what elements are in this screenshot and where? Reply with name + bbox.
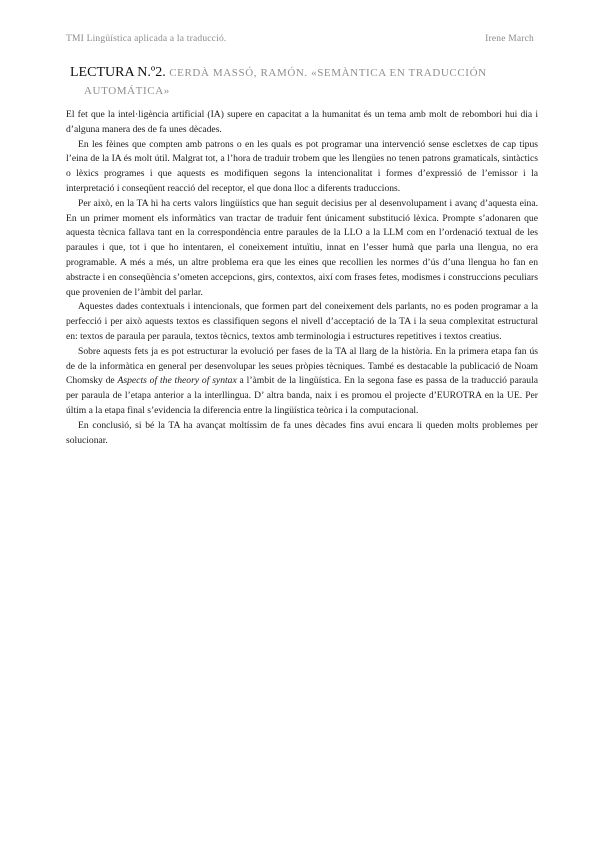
paragraph-5 [66, 345, 538, 419]
paragraph-1: El fet que la intel·ligència artificial (IA) supere en capacitat a la humanitat és un tema amb molt de rebombori hui dia i d’alguna manera des de fa unes dècades. [66, 109, 538, 135]
paragraph-2: En les fèines que compten amb patrons o en les quals es pot programar una intervenció sense escletxes de cap tipus l’eina de la IA és molt útil. Malgrat tot, a l’hora de traduir trobem que les llengües no tenen patrons gramaticals, sintàctics o lèxics programes i que aquests es modifiquen segons la intencionalitat i formes d’expressió de l’emissor i la interpretació i conseqüent reacció del receptor, el que dona lloc a diferents traduccions. [66, 138, 538, 194]
paragraph-5-part-b: a l’àmbit de la lingüística. En la segona fase es passa de la traducció paraula per paraula de l’etapa anterior a la interllingua. D’ altra banda, naix i es promou el projecte d’EUROTRA en la UE. Per últim a la etapa final s’evidencia la diferencia entre la lingüística teòrica i la computacional. [66, 375, 539, 416]
paragraph-4: Aquestes dades contextuals i intencionals, que formen part del coneixement dels parlants, no es poden programar a la perfecció i per això aquests textos es classifiquen segons el nivell d’acceptació de la TA i la seua complexitat estructural en: textos de paraula per paraula, textos tècnics, textos amb terminologia i estructures repetitives i textos creatius. [66, 301, 538, 342]
course-title: TMI Lingüística aplicada a la traducció. [66, 34, 227, 44]
title-main: LECTURA N.º2. [70, 65, 166, 80]
title-reference-cont: AUTOMÁTICA» [84, 85, 170, 97]
paragraph-3: Per això, en la TA hi ha certs valors lingüístics que han seguit decisius per al desenvolupament i avanç d’aquesta eina. En un primer moment els informàtics van tractar de traduir fent únicament substitució lèxica. Prompte s’adonaren que aquesta tècnica fallava tant en la correspondència entre paraules de la LLO a la LLM com en l’ordenació textual de les paraules i que, tot i que ho intentaren, el coneixement intuïtiu, innat en l’esser humà que parla una llengua, no era programable. A més a més, un altre problema era que les eines que recollien les normes d’ús d’una llengua ho fan en abstracte i en conseqüència s’ometen accepcions, girs, contextos, així com frases fetes, modismes i construccions peculiars que provenien de l’àmbit del parlar. [66, 197, 538, 298]
book-title: Aspects of the theory of syntax [117, 375, 237, 387]
paragraph-5-part-a: Sobre aquests fets ja es pot estructurar la evolució per fases de la TA al llarg de la història. En la primera etapa fan ús de de la informàtica en general per desenvolupar les seues pròpies tècniques. També es destacable la publicació de Noam Chomsky de [66, 345, 538, 387]
paragraph-6: En conclusió, si bé la TA ha avançat moltíssim de fa unes dècades fins avui encara li queden molts problemes per solucionar. [66, 419, 538, 446]
document-title [70, 64, 540, 100]
document-body [66, 108, 538, 448]
title-reference: CERDÀ MASSÓ, RAMÓN. «SEMÀNTICA EN TRADUCCIÓN [169, 67, 487, 79]
page-header [66, 34, 534, 44]
author-name: Irene March [485, 34, 534, 44]
